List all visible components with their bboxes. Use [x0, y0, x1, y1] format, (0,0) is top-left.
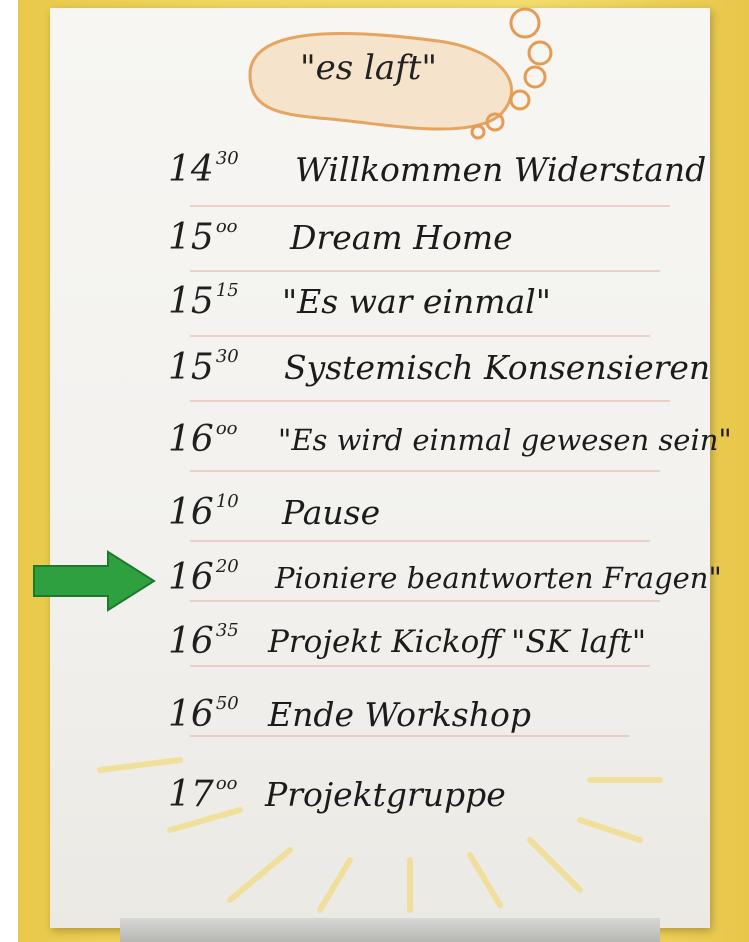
time-label: 15 $^{oo}$ [168, 216, 238, 258]
schedule-row [0, 685, 749, 745]
schedule-row [0, 410, 749, 470]
agenda-item-text: Projekt Kickoff "SK laft" [268, 624, 647, 660]
time-label: 16 $^{10}$ [168, 491, 239, 533]
time-label: 17 $^{oo}$ [168, 773, 238, 815]
green-arrow-icon [30, 550, 160, 612]
schedule-row [0, 483, 749, 543]
schedule-row [0, 140, 749, 200]
schedule-row [0, 612, 749, 672]
time-label: 15 $^{15}$ [168, 280, 239, 322]
agenda-item-text: Dream Home [290, 218, 513, 257]
ruled-line [190, 470, 660, 472]
time-label: 16 $^{35}$ [168, 620, 239, 662]
ruled-line [190, 400, 670, 402]
schedule-row [0, 208, 749, 268]
schedule-row [0, 765, 749, 825]
agenda-item-text: Projektgruppe [265, 775, 506, 814]
agenda-item-text: Pause [282, 493, 381, 532]
ruled-line [190, 335, 650, 337]
poster-title: "es laft" [300, 48, 438, 88]
agenda-item-text: "Es wird einmal gewesen sein" [278, 423, 732, 457]
agenda-item-text: "Es war einmal" [282, 282, 551, 321]
agenda-item-text: Pioniere beantworten Fragen" [275, 561, 722, 595]
time-label: 16 $^{50}$ [168, 693, 239, 735]
time-label: 16 $^{oo}$ [168, 418, 238, 460]
time-label: 15 $^{30}$ [168, 346, 239, 388]
time-label: 14 $^{30}$ [168, 148, 239, 190]
flipchart-stand [120, 918, 660, 942]
schedule-row [0, 272, 749, 332]
time-label: 16 $^{20}$ [168, 556, 239, 598]
schedule-row [0, 338, 749, 398]
agenda-item-text: Systemisch Konsensieren [284, 348, 711, 387]
agenda-item-text: Willkommen Widerstand [295, 150, 707, 189]
ruled-line [190, 205, 670, 207]
agenda-item-text: Ende Workshop [268, 695, 531, 734]
